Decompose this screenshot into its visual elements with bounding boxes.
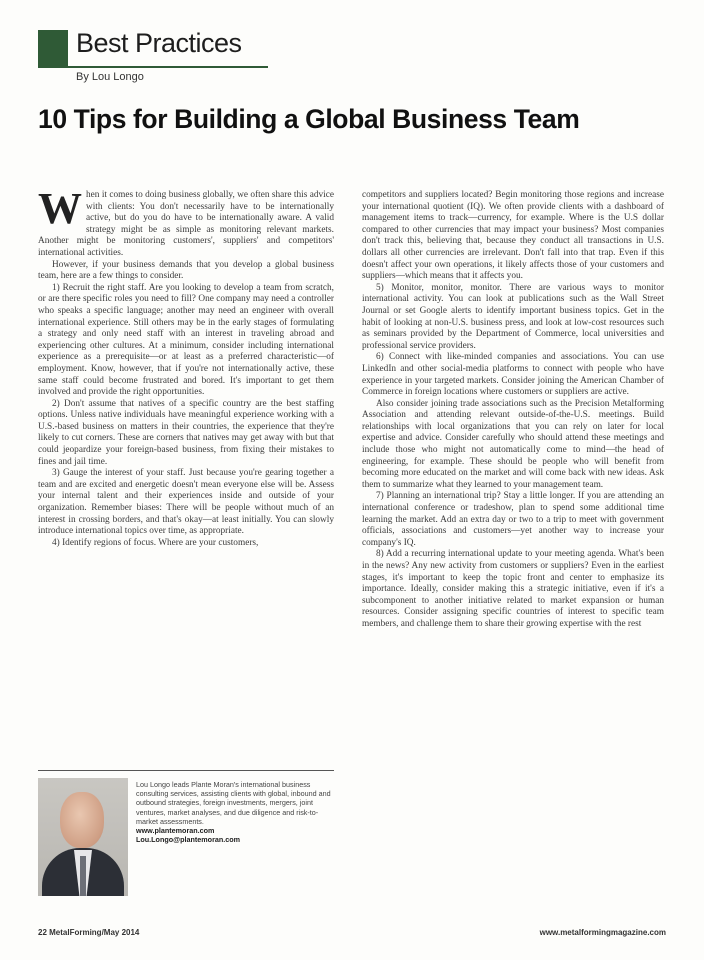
section-title: Best Practices [76, 28, 242, 58]
author-email-link[interactable]: Lou.Longo@plantemoran.com [136, 835, 241, 845]
article-paragraph: 1) Recruit the right staff. Are you looking to develop a team from scratch, or are there specific roles you need to fill? One company may need a controller who speaks a specific language; another may need an engineer with overall international experience. Still others may be in the early stages of formulating a strategy and only need staff with an interest in traveling abroad and experiencing other cultures. At a minimum, consider including international experience as a prerequisite—or at least as a preferred characteristic—of employment. Know, however, that if you're not internationally active, these same staff could become frustrated and bored. It's important to get them involved and provide the right opportunities. [38, 282, 334, 398]
article-paragraph: 2) Don't assume that natives of a specific country are the best staffing options. Unless native individuals have meaningful experience working with a U.S.-based business on matters in their countries, the experience that they're likely to cut corners. These are corners that natives may get away with but that could jeopardize your foreign-based business, from fixing their mistakes to fines and jail time. [38, 398, 334, 467]
footer-website: www.metalformingmagazine.com [539, 928, 666, 937]
article-paragraph: 7) Planning an international trip? Stay a little longer. If you are attending an international conference or tradeshow, plan to spend some additional time learning the market. Add an extra day or two to a trip to meet with government officials, associations and customers—yet another way to increase your company's IQ. [362, 491, 664, 548]
article-paragraph: 5) Monitor, monitor, monitor. There are various ways to monitor international activity. You can look at publications such as the Wall Street Journal or set Google alerts to identify important business topics. Get in the habit of looking at non-U.S. business press, and look at low-cost resources such as seminars provided by the Department of Commerce, local universities and professional service providers. [362, 282, 664, 351]
article-paragraph: 8) Add a recurring international update to your meeting agenda. What's been in the news? Any new activity from customers or suppliers? Even in the earliest stages, it's important to keep the topic front and center to emphasize its importance. Ideally, consider making this a strategic initiative, even if it's a subcomponent to another initiative related to market expansion or human resources. Consider assigning specific countries of interest to specific team members, and challenge them to share their growing expertise with the rest [362, 549, 664, 629]
article-paragraph: 6) Connect with like-minded companies and associations. You can use LinkedIn and other social-media platforms to connect with people who have experience in your targeted markets. Consider joining the American Chamber of Commerce in foreign locations where customers or suppliers are active. [362, 352, 664, 398]
article-paragraph: competitors and suppliers located? Begin monitoring those regions and increase your international quotient (IQ). We often provide clients with a dashboard of management items to track—currency, for example. Where is the U.S dollar compared to other currencies that may impact your business? Most companies don't track this, believing that, because they conduct all transactions in U.S. dollars all other currencies are irrelevant. Don't fall into that trap. Even if this doesn't affect your own operations, it likely affects those of your customers and suppliers—which means that it affects you. [362, 190, 664, 282]
article-column-right [362, 190, 664, 910]
author-photo [38, 778, 128, 896]
article-column-left [38, 190, 334, 750]
footer-folio: 22 MetalForming/May 2014 [38, 928, 140, 937]
section-rule [38, 66, 268, 68]
article-paragraph: Also consider joining trade associations such as the Precision Metalforming Association and attending relevant outside-of-the-U.S. meetings. Build relationships with local organizations that you can rely on later for local expertise and advice. Consider carefully who should attend these meetings and include those who might not automatically come to mind—the head of engineering, for example. These should be people who will benefit from becoming more educated on the market and will come back with new ideas. Ask them to summarize what they learned to your management team. [362, 398, 664, 490]
article-paragraph: 3) Gauge the interest of your staff. Just because you're gearing together a team and are excited and energetic doesn't mean everyone else will be. Assess your internal talent and their experiences inside and outside of your organization. Remember biases: There will be people without much of an interest in crossing borders, and that's okay—at least initially. You can slowly introduce international topics over time, as appropriate. [38, 468, 334, 537]
author-bio [136, 780, 332, 844]
article-paragraph: When it comes to doing business globally, we often share this advice with clients: You don't necessarily have to be internationally active, but do you do have to be internationally aware. A valid strategy might be as simple as monitoring relevant markets. Another might be monitoring customers', suppliers' and competitors' international activities. [38, 190, 334, 258]
article-headline: 10 Tips for Building a Global Business Team [38, 104, 580, 134]
author-website-link[interactable]: www.plantemoran.com [136, 826, 215, 836]
byline: By Lou Longo [76, 71, 144, 83]
bio-divider [38, 770, 334, 771]
article-paragraph: However, if your business demands that you develop a global business team, here are a few things to consider. [38, 259, 334, 282]
author-bio-text: Lou Longo leads Plante Moran's international business consulting services, assisting clients with global, inbound and outbound strategies, foreign investments, mergers, joint ventures, market analyses, and due diligence and risk-to-market assessments. [136, 780, 331, 826]
section-color-bar [38, 30, 68, 66]
drop-cap: W [38, 190, 82, 233]
article-paragraph: 4) Identify regions of focus. Where are your customers, [52, 537, 259, 548]
